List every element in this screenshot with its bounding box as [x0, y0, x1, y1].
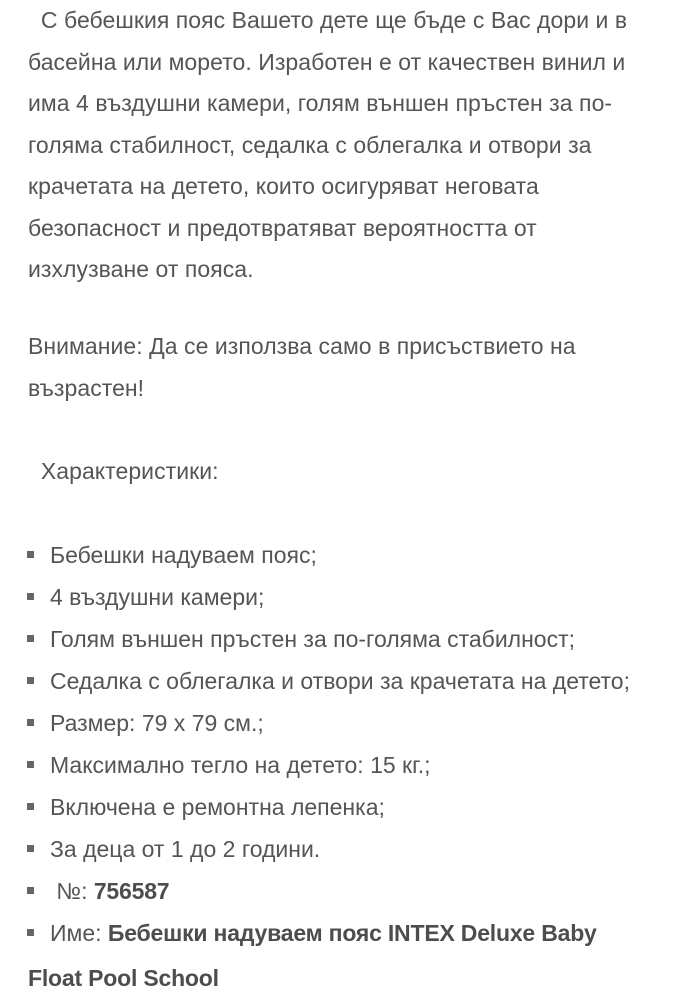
- warning-line: възрастен!: [28, 374, 145, 401]
- feature-text: Голям външен пръстен за по-голяма стабилност;: [50, 626, 576, 652]
- features-list: [0, 534, 697, 954]
- square-bullet-icon: [27, 845, 34, 852]
- product-name-value-continued: Float Pool School: [28, 965, 219, 991]
- feature-text: 4 въздушни камери;: [50, 584, 265, 610]
- warning-paragraph: [28, 326, 678, 409]
- square-bullet-icon: [27, 761, 34, 768]
- feature-text: Размер: 79 х 79 см.;: [50, 710, 264, 736]
- square-bullet-icon: [27, 887, 34, 894]
- product-name-item: [0, 912, 697, 954]
- intro-line: изхлузване от пояса.: [28, 256, 254, 282]
- intro-line: С бебешкия пояс Вашето дете ще бъде с Вас дори и в: [28, 7, 628, 33]
- square-bullet-icon: [27, 803, 34, 810]
- product-name-value: Бебешки надуваем пояс INTEX Deluxe Baby: [107, 920, 597, 946]
- intro-paragraph: [28, 0, 678, 291]
- intro-line: крачетата на детето, които осигуряват неговата: [28, 173, 539, 199]
- square-bullet-icon: [27, 593, 34, 600]
- product-name-label: Име:: [50, 920, 108, 946]
- intro-line: безопасност и предотвратяват вероятността от: [28, 214, 537, 241]
- square-bullet-icon: [27, 677, 34, 684]
- list-item: [0, 828, 697, 870]
- feature-text: Бебешки надуваем пояс;: [50, 542, 317, 568]
- list-item: [0, 618, 697, 660]
- feature-text: Максимално тегло на детето: 15 кг.;: [50, 752, 431, 778]
- intro-line: има 4 въздушни камери, голям външен пръстен за по-: [28, 90, 613, 116]
- square-bullet-icon: [27, 929, 34, 936]
- square-bullet-icon: [27, 719, 34, 726]
- list-item: [0, 702, 697, 744]
- features-heading: [28, 451, 678, 493]
- features-heading-text: Характеристики:: [28, 458, 219, 484]
- square-bullet-icon: [27, 635, 34, 642]
- warning-line: Внимание: Да се използва само в присъствието на: [28, 333, 576, 359]
- list-item: [0, 576, 697, 618]
- list-item: [0, 786, 697, 828]
- product-number-value: 756587: [93, 878, 170, 904]
- list-item: [0, 534, 697, 576]
- intro-line: голяма стабилност, седалка с облегалка и отвори за: [28, 131, 592, 158]
- square-bullet-icon: [27, 551, 34, 558]
- feature-text: Включена е ремонтна лепенка;: [50, 794, 385, 820]
- product-number-item: [0, 870, 697, 912]
- intro-line: басейна или морето. Изработен е от качествен винил и: [28, 48, 626, 75]
- list-item: [0, 660, 697, 702]
- product-number-label: №:: [50, 878, 94, 904]
- list-item: [0, 744, 697, 786]
- feature-text: За деца от 1 до 2 години.: [50, 836, 321, 862]
- feature-text: Седалка с облегалка и отвори за крачетата на детето;: [50, 668, 630, 694]
